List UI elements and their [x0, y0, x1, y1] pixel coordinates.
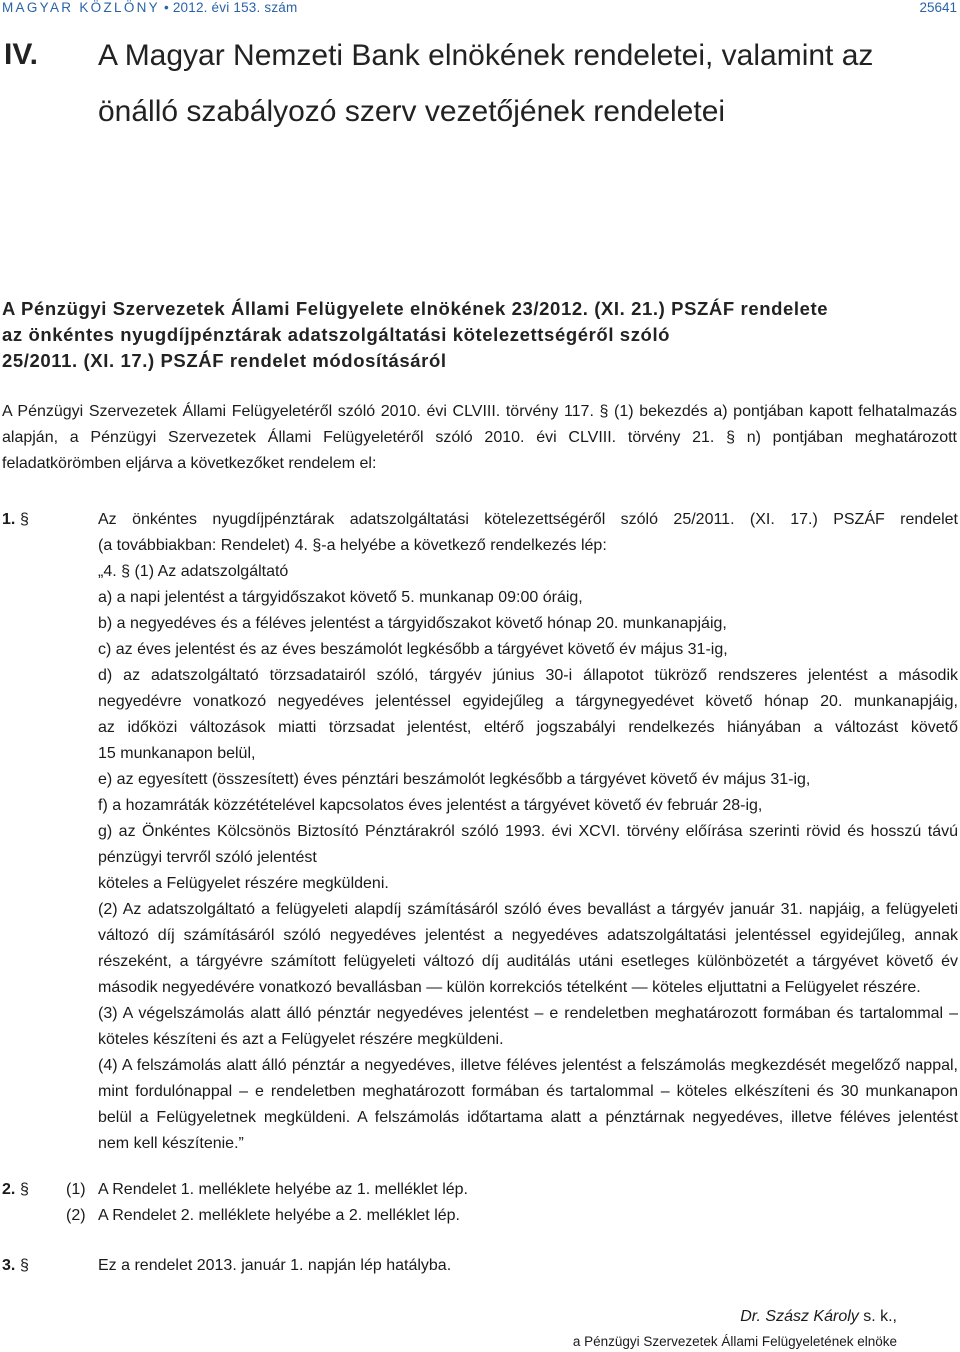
signatory-role: a Pénzügyi Szervezetek Állami Felügyeletének elnöke — [572, 1334, 897, 1349]
article-1-line: (3) A végelszámolás alatt álló pénztár negyedéves jelentést – e rendeletben meghatározott formában és tartalommal – — [98, 1005, 958, 1022]
running-header — [0, 0, 960, 20]
article-2-item-1-text: A Rendelet 1. melléklete helyébe az 1. melléklet lép. — [98, 1181, 468, 1198]
regulation-title-line: 25/2011. (XI. 17.) PSZÁF rendelet módosításáról — [2, 350, 447, 371]
regulation-title-line: A Pénzügyi Szervezetek Állami Felügyelete elnökének 23/2012. (XI. 21.) PSZÁF rendelete — [2, 298, 829, 319]
regulation-title-line: az önkéntes nyugdíjpénztárak adatszolgáltatási kötelezettségéről szóló — [2, 324, 671, 345]
article-1-line: nem kell készítenie.” — [98, 1135, 244, 1152]
article-2-item-2-text: A Rendelet 2. melléklete helyébe a 2. melléklet lép. — [98, 1207, 460, 1224]
article-1-line: belül a Felügyeletnek megküldeni. A felszámolás időtartama alatt a pénztárnak negyedéves, illetve féléves jelentést — [98, 1109, 958, 1126]
header-journal-issue — [2, 0, 297, 15]
article-1-line: (a továbbiakban: Rendelet) 4. §-a helyébe a következő rendelkezés lép: — [98, 537, 607, 554]
article-3-section-sign: § — [20, 1257, 29, 1274]
article-1-section-sign: § — [20, 511, 29, 528]
preamble: A Pénzügyi Szervezetek Állami Felügyeletéről szóló 2010. évi CLVIII. törvény 117. § (1) bekezdés a) pontjában kapott felhatalmazás alapján, a Pénzügyi Szervezetek Állami Felügyeletéről szóló 2010. évi CLVIII. törvény 21. § n) pontjában meghatározott feladatkörömben eljárva a következőket rendelem el: — [2, 403, 957, 472]
article-1-line: változó díj számításáról szóló negyedéves jelentést a negyedéves adatszolgáltatási jelentéssel egyidejűleg, annak — [98, 927, 958, 944]
article-1-line: f) a hozamráták közzétételével kapcsolatos éves jelentést a tárgyévet követő év február 28-ig, — [98, 797, 763, 814]
signatory — [740, 1308, 897, 1326]
article-1-line: „4. § (1) Az adatszolgáltató — [98, 563, 289, 580]
article-1-line: a) a napi jelentést a tárgyidőszakot követő 5. munkanap 09:00 óráig, — [98, 589, 583, 606]
article-1-line: köteles a Felügyelet részére megküldeni. — [98, 875, 389, 892]
section-title: A Magyar Nemzeti Bank elnökének rendeletei, valamint az önálló szabályozó szerv vezetőjének rendeletei — [98, 39, 874, 128]
article-3-text: Ez a rendelet 2013. január 1. napján lép hatályba. — [98, 1257, 452, 1274]
article-1-line: az időközi változások miatti törzsadat jelentést, eltérő jogszabályi rendelkezés hiányában a változást követő — [98, 719, 958, 736]
article-1-line: c) az éves jelentést és az éves beszámolót legkésőbb a tárgyévet követő év május 31-ig, — [98, 641, 728, 658]
regulation-title — [2, 296, 902, 374]
signatory-suffix: s. k., — [858, 1308, 897, 1325]
page-number: 25641 — [919, 0, 957, 15]
article-1-body — [98, 507, 958, 1157]
article-1-line: b) a negyedéves és a féléves jelentést a tárgyidőszakot követő hónap 20. munkanapjáig, — [98, 615, 727, 632]
article-2-number: 2. — [2, 1181, 16, 1198]
header-bullet: • — [163, 0, 169, 15]
article-2-item-2-label: (2) — [66, 1207, 86, 1224]
issue-label: 2012. évi 153. szám — [172, 0, 298, 15]
article-2-item-1-label: (1) — [66, 1181, 86, 1198]
article-1-line: második negyedévére vonatkozó bevallásban — külön korrekciós tételként — köteles eljuttatni a Felügyelet részére. — [98, 979, 921, 996]
article-1-line: e) az egyesített (összesített) éves pénztári beszámolót legkésőbb a tárgyévet követő év május 31-ig, — [98, 771, 811, 788]
article-1-line: 15 munkanapon belül, — [98, 745, 256, 762]
article-1-line: (4) A felszámolás alatt álló pénztár a negyedéves, illetve féléves jelentést a felszámolás megkezdését megelőző nappal, — [98, 1057, 958, 1074]
article-1-line: Az önkéntes nyugdíjpénztárak adatszolgáltatási kötelezettségéről szóló 25/2011. (XI. 17.) PSZÁF rendelet — [98, 511, 958, 528]
journal-name: MAGYAR KÖZLÖNY — [2, 0, 160, 15]
article-1-line: (2) Az adatszolgáltató a felügyeleti alapdíj számításáról szóló éves bevallást a tárgyév január 31. napjáig, a felügyeleti — [98, 901, 958, 918]
article-1-line: g) az Önkéntes Kölcsönös Biztosító Pénztárakról szóló 1993. évi XCVI. törvény előírása szerinti rövid és hosszú távú — [98, 823, 958, 840]
article-1-line: pénzügyi tervről szóló jelentést — [98, 849, 317, 866]
signatory-name: Dr. Szász Károly — [740, 1308, 859, 1325]
article-3-number: 3. — [2, 1257, 16, 1274]
article-1-line: részeként, a tárgyévre számított felügyeleti változó díj auditálás utáni esetleges különbözetét a tárgyévet követő év — [98, 953, 958, 970]
article-2-section-sign: § — [20, 1181, 29, 1198]
article-1-number: 1. — [2, 511, 16, 528]
section-number: IV. — [4, 38, 38, 71]
article-1-line: köteles készíteni és azt a Felügyelet részére megküldeni. — [98, 1031, 504, 1048]
article-1-line: negyedévre vonatkozó negyedéves jelentéssel egyidejűleg a tárgynegyedévet követő hónap 20. munkanapjáig, — [98, 693, 958, 710]
article-1-line: mint fordulónappal – e rendeletben meghatározott formában és tartalommal – köteles elkészíteni és 30 munkanapon — [98, 1083, 958, 1100]
article-1-line: d) az adatszolgáltató törzsadatairól szóló, tárgyév június 30-i állapotot tükröző rendszeres jelentést a második — [98, 667, 958, 684]
